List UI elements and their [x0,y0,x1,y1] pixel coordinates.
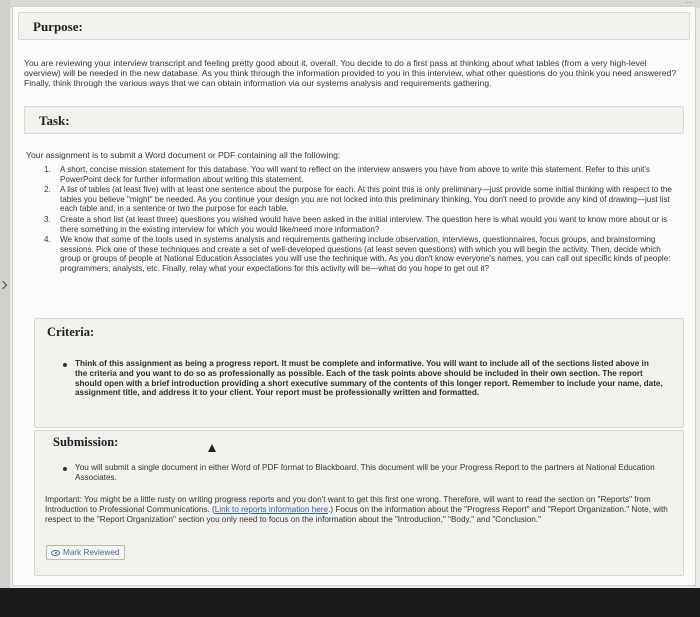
criteria-list [63,359,663,398]
criteria-item: Think of this assignment as being a progress report. It must be complete and informative. You will want to include all of the sections listed above in the criteria and you want to do so as professionally as possible. Each of the task points above should be included in their own section. The report should open with a brief introduction providing a short executive summary of the contents of this longer report. Remember to include your name, date, assignment title, and address it to your client. Your report must be professionally written and formatted. [63,359,663,398]
submission-heading: Submission: [53,435,119,449]
criteria-heading: Criteria: [47,325,95,339]
task-item: 1. A short, concise mission statement for this database. You will want to reflect on the interview answers you have from above to write this statement. Refer to this unit's PowerPoint deck for further information about writing this statement. [44,165,650,184]
purpose-card [18,12,690,40]
purpose-text: You are reviewing your interview transcript and feeling pretty good about it, overall. You decide to do a first pass at thinking about what tables (from a very high-level overview) will be needed in the new database. As you think through the information provided to you in this interview, what other questions do you think you need answered? Finally, think through the various ways that we can obtain information via our systems analysis and requirements gathering. [24,58,677,89]
submission-list [63,463,671,483]
purpose-heading: Purpose: [33,19,83,34]
submission-important: Important: You might be a little rusty on writing progress reports and you don't want to get this first one wrong. Therefore, will want to read the section on "Reports" from Introduction to Professional Communications. (Link to reports information here.) Focus on the information about the "Progress Report" and "Report Organization." Note, with respect to the "Report Organization" section you only need to focus on the information about the "Introduction," "Body," and "Conclusion." [45,495,668,524]
task-card [24,106,684,134]
bottom-bar [0,588,700,617]
task-list [44,165,674,275]
task-item: 4. We know that some of the tools used in systems analysis and requirements gathering include observation, interviews, questionnaires, focus groups, and brainstorming sessions. Pick one of these techniques and create a set of well-developed questions (at least seven questions) with which you will begin the activity. Then, decide which group or groups of people at National Education Associates you will use the technique with. As you don't know everyone's names, you can call out specific kinds of people: programmers, analysts, etc. Finally, relay what your expectations for this activity will be—what do you hope to get out it? [44,235,671,273]
mark-reviewed-button[interactable]: Mark Reviewed [46,545,125,560]
criteria-card [34,318,684,428]
task-intro: Your assignment is to submit a Word document or PDF containing all the following: [26,150,341,160]
eye-icon [51,550,60,556]
mouse-cursor-icon [208,444,216,452]
submission-item: You will submit a single document in either Word of PDF format to Blackboard. This document will be your Progress Report to the partners at National Education Associates. [63,463,671,483]
submission-card [34,430,684,576]
task-item: 2. A list of tables (at least five) with at least one sentence about the purpose for each. At this point this is only preliminary—just provide some initial thinking with respect to the tables you believe "might" be needed. As you continue your design you are not locked into this preliminary thinking. You don't need to provide any kind of drawing—just list each table and, in a sentence or two the purpose for each table. [44,185,672,214]
task-heading: Task: [39,113,70,128]
reports-info-link[interactable]: Link to reports information here [214,504,329,514]
task-item: 3. Create a short list (at least three) questions you wished would have been asked in the initial interview. The question here is what would you want to know more about or is there something in the existing interview for which you would like/need more information? [44,214,668,234]
top-crumb: ... [686,0,692,5]
left-edge [0,0,10,590]
